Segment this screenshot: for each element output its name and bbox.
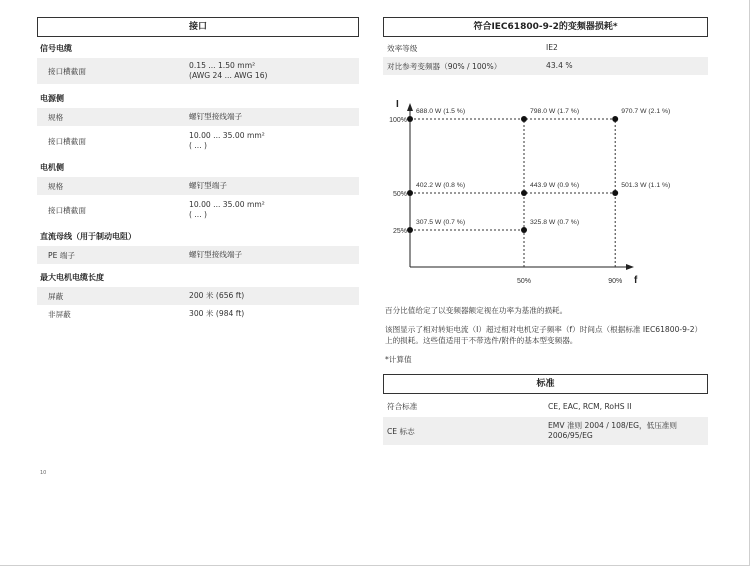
y-tick-label: 25%	[392, 228, 407, 235]
row-value: CE, EAC, RCM, RoHS II	[548, 401, 632, 411]
row-label: 接口横截面	[48, 66, 86, 76]
row-value: 螺钉型接线端子	[189, 250, 243, 259]
data-point	[407, 190, 413, 196]
row-label: 对比参考变频器（90% / 100%）	[387, 61, 502, 71]
data-label: 798.0 W (1.7 %)	[530, 108, 580, 115]
row-value: 螺钉型接线端子	[189, 112, 243, 121]
section-heading: 电源侧	[40, 94, 64, 103]
data-label: 402.2 W (0.8 %)	[416, 182, 466, 189]
section-heading: 最大电机电缆长度	[40, 273, 104, 282]
row-value: IE2	[546, 43, 558, 52]
row-value-line2: ( ... )	[189, 210, 207, 219]
row-label: CE 标志	[387, 426, 415, 436]
data-label: 307.5 W (0.7 %)	[416, 219, 466, 226]
footnote: *计算值	[385, 355, 412, 364]
chart-grid	[410, 119, 615, 267]
row-label: 接口横截面	[48, 205, 86, 215]
row-label: 接口横截面	[48, 136, 86, 146]
row-value: 螺钉型端子	[189, 181, 227, 190]
y-axis-arrow	[407, 103, 413, 111]
data-point	[612, 116, 618, 122]
row-value-line2: ( ... )	[189, 141, 207, 150]
loss-chart-svg	[383, 99, 708, 299]
row-label: 规格	[48, 112, 64, 122]
y-axis-label: I	[396, 99, 399, 110]
table-row	[383, 57, 708, 75]
y-tick-label: 100%	[389, 117, 407, 124]
data-point	[521, 116, 527, 122]
y-tick-label: 50%	[392, 191, 407, 198]
table-row	[37, 126, 359, 156]
row-value-line2: (AWG 24 ... AWG 16)	[189, 71, 268, 80]
page-number: 10	[40, 470, 47, 476]
section-heading: 电机侧	[40, 163, 64, 172]
row-label: 效率等级	[387, 43, 418, 53]
table-row	[37, 177, 359, 195]
row-value	[189, 131, 359, 151]
x-axis-label: f	[634, 275, 638, 286]
table-row	[383, 39, 708, 57]
section-heading: 直流母线（用于制动电阻）	[40, 232, 136, 241]
data-label: 501.3 W (1.1 %)	[621, 182, 671, 189]
table-row	[383, 396, 708, 417]
x-axis-arrow	[626, 264, 634, 270]
data-label: 970.7 W (2.1 %)	[621, 108, 671, 115]
row-label: 符合标准	[387, 402, 418, 411]
table-row	[37, 108, 359, 126]
row-value: 43.4 %	[546, 61, 573, 70]
row-value	[189, 61, 359, 81]
data-point	[407, 116, 413, 122]
row-value-line1: EMV 准则 2004 / 108/EG，低压准则	[548, 421, 677, 430]
table-row	[37, 246, 359, 264]
x-tick-label: 90%	[608, 278, 623, 285]
row-value	[546, 421, 708, 441]
section-heading: 信号电缆	[40, 44, 72, 53]
table-row	[37, 305, 359, 323]
row-value-line1: 10.00 ... 35.00 mm²	[189, 200, 265, 209]
row-value-line2: 2006/95/EG	[548, 431, 593, 440]
row-label: PE 端子	[48, 250, 75, 260]
row-value-line1: 10.00 ... 35.00 mm²	[189, 131, 265, 140]
data-point	[407, 227, 413, 233]
row-value: 300 米 (984 ft)	[189, 309, 245, 318]
losses-column	[383, 17, 708, 445]
interfaces-column	[37, 17, 359, 323]
table-row	[37, 287, 359, 305]
data-point	[521, 190, 527, 196]
table-row	[383, 417, 708, 445]
data-point	[521, 227, 527, 233]
standards-title: 标准	[383, 374, 708, 394]
row-label: 非屏蔽	[48, 309, 71, 319]
row-label: 规格	[48, 181, 64, 191]
losses-title: 符合IEC61800-9-2的变频器损耗*	[383, 17, 708, 37]
chart-marks	[389, 108, 670, 285]
data-label: 443.9 W (0.9 %)	[530, 182, 580, 189]
loss-chart	[383, 99, 708, 299]
data-label: 688.0 W (1.5 %)	[416, 108, 466, 115]
x-tick-label: 50%	[516, 278, 532, 285]
data-label: 325.8 W (0.7 %)	[530, 219, 580, 226]
chart-note: 该图显示了相对转矩电流（I）超过相对电机定子频率（f）时间点（根据标准 IEC61800-9-2）上的损耗。这些值适用于不带选件/附件的基本型变频器。	[385, 325, 703, 345]
row-value	[189, 200, 359, 220]
interfaces-title: 接口	[37, 17, 359, 37]
data-point	[612, 190, 618, 196]
table-row	[37, 195, 359, 225]
row-value-line1: 0.15 ... 1.50 mm²	[189, 61, 256, 70]
row-label: 屏蔽	[48, 291, 64, 301]
chart-note: 百分比值给定了以变频器额定视在功率为基准的损耗。	[385, 306, 568, 315]
row-value: 200 米 (656 ft)	[189, 291, 245, 300]
table-row	[37, 58, 359, 84]
